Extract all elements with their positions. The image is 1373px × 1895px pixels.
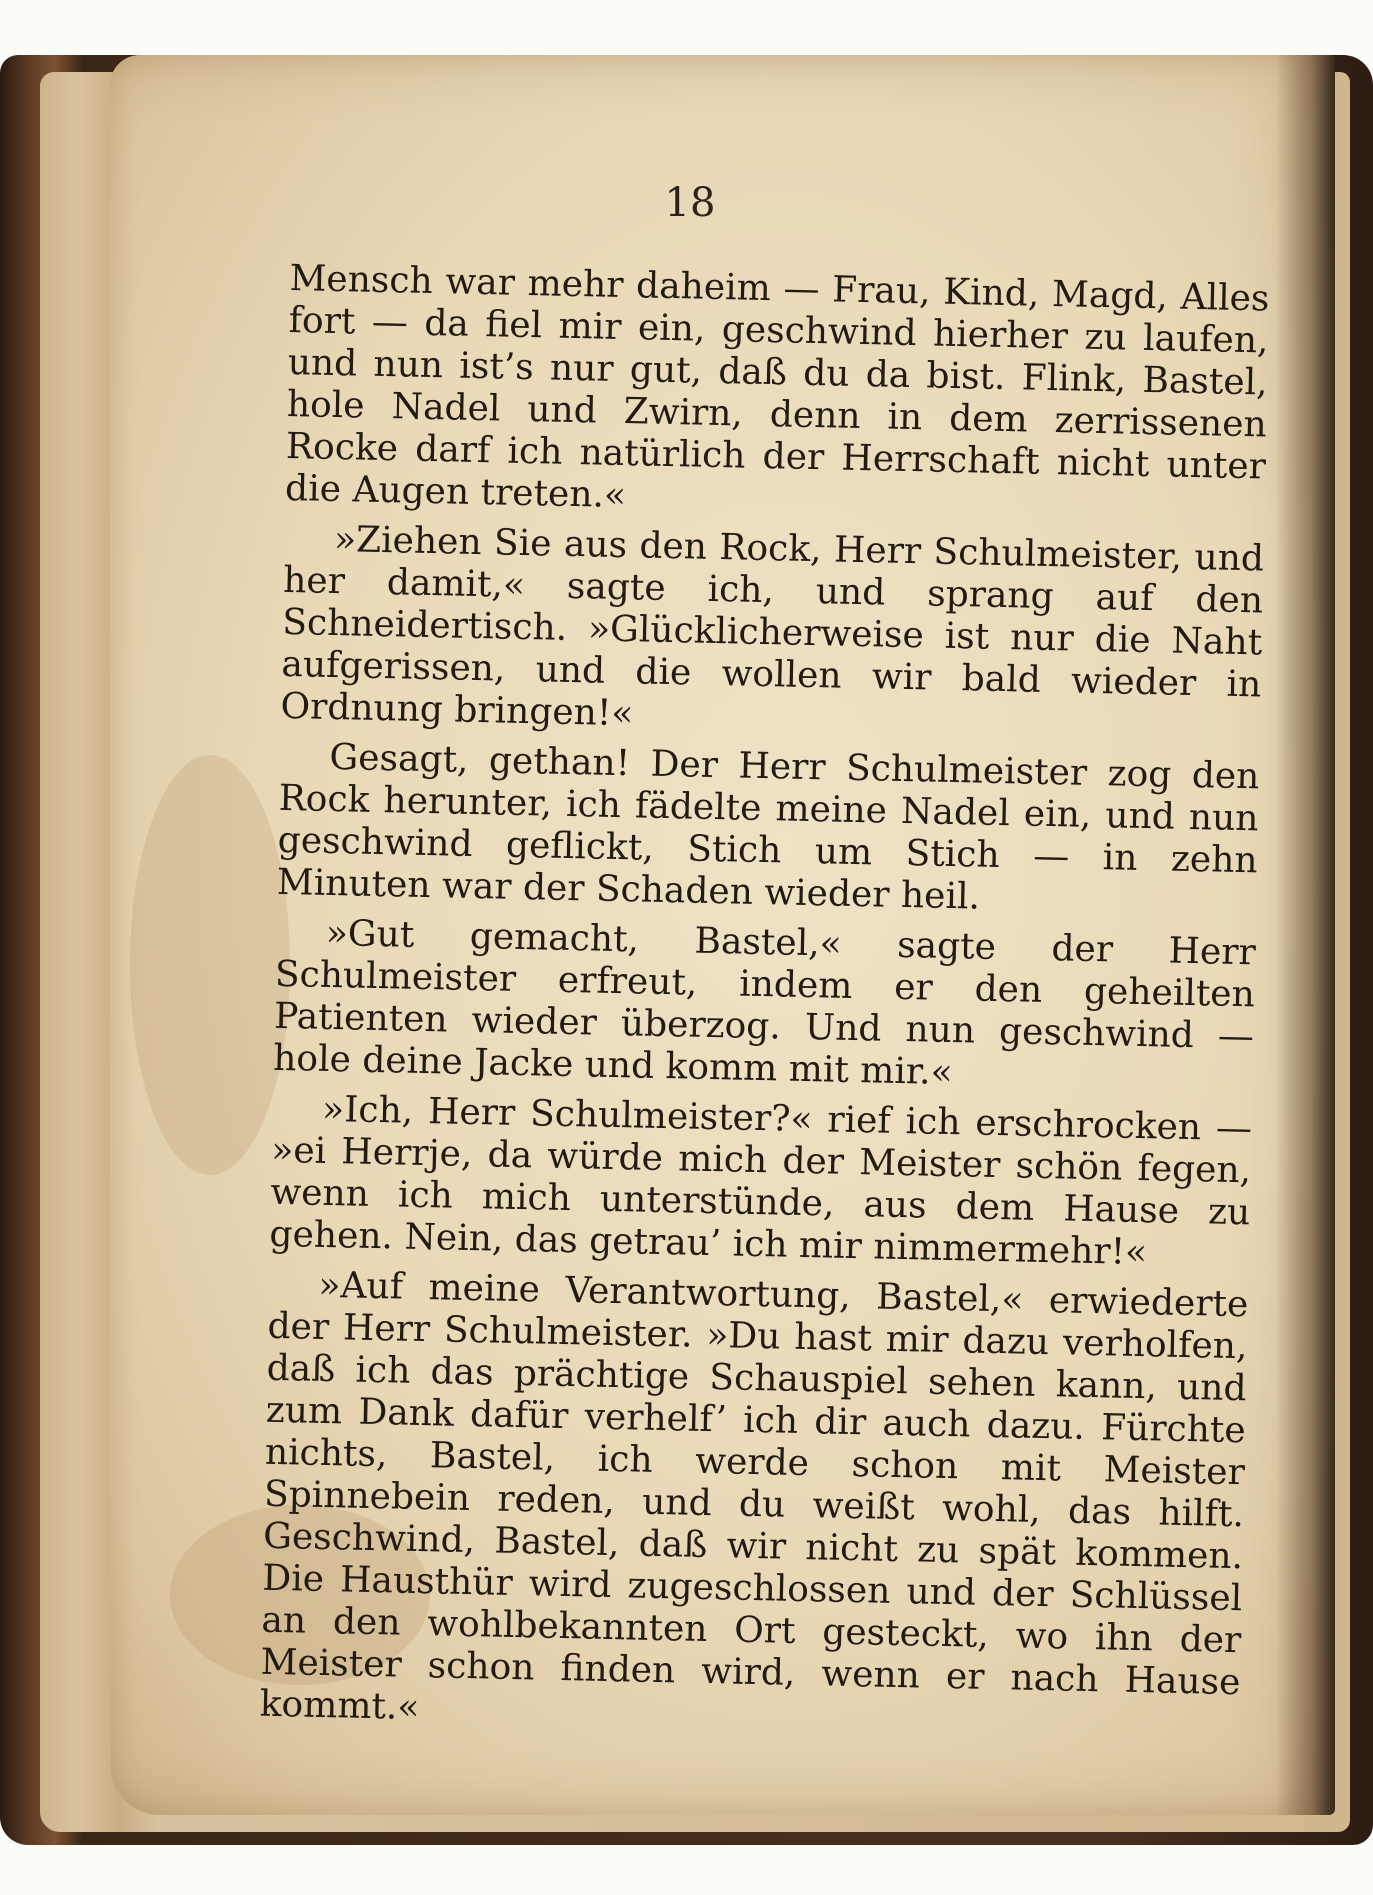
paragraph: »Gut gemacht, Bastel,« sagte der Herr Schulmeister erfreut, indem er den geheilten Patienten wieder überzog. Und nun geschwind — hole deine Jacke und komm mit mir.« [272,912,1257,1094]
paragraph: »Ziehen Sie aus den Rock, Herr Schulmeister, und her damit,« sagte ich, und sprang auf den Schneidertisch. »Glücklicherweise ist nur die Naht aufgerissen, und die wollen wir bald wieder in Ordnung bringen!« [280,518,1265,735]
page-gutter-shadow [1275,55,1335,1815]
paragraph: Gesagt, gethan! Der Herr Schulmeister zog den Rock herunter, ich fädelte meine Nadel ein, und nun geschwind geflickt, Stich um Stich — in zehn Minuten war der Schaden wieder heil. [276,736,1260,918]
body-text [259,258,1270,1746]
paragraph: Mensch war mehr daheim — Frau, Kind, Magd, Alles fort — da fiel mir ein, geschwind hierher zu laufen, und nun ist’s nur gut, daß du da bist. Flink, Bastel, hole Nadel und Zwirn, denn in dem zerrissenen Rocke darf ich natürlich der Herrschaft nicht unter die Augen treten.« [284,258,1270,517]
paragraph: »Auf meine Verantwortung, Bastel,« erwiederte der Herr Schulmeister. »Du hast mir dazu verholfen, daß ich das prächtige Schauspiel sehen kann, und zum Dank dafür verhelf’ ich dir auch dazu. Fürchte nichts, Bastel, ich werde schon mit Meister Spinnebein reden, und du weißt wohl, das hilft. Geschwind, Bastel, daß wir nicht zu spät kommen. Die Hausthür wird zugeschlossen und der Schlüssel an den wohlbekannten Ort gesteckt, wo ihn der Meister schon finden wird, wenn er nach Hause kommt.« [259,1264,1249,1729]
page-number: 18 [664,180,716,226]
paper-stain [130,755,290,1175]
paragraph: »Ich, Herr Schulmeister?« rief ich erschrocken — »ei Herrje, da würde mich der Meister schön fegen, wenn ich mich unterstünde, aus dem Hause zu gehen. Nein, das getrau’ ich mir nimmermehr!« [269,1088,1253,1274]
